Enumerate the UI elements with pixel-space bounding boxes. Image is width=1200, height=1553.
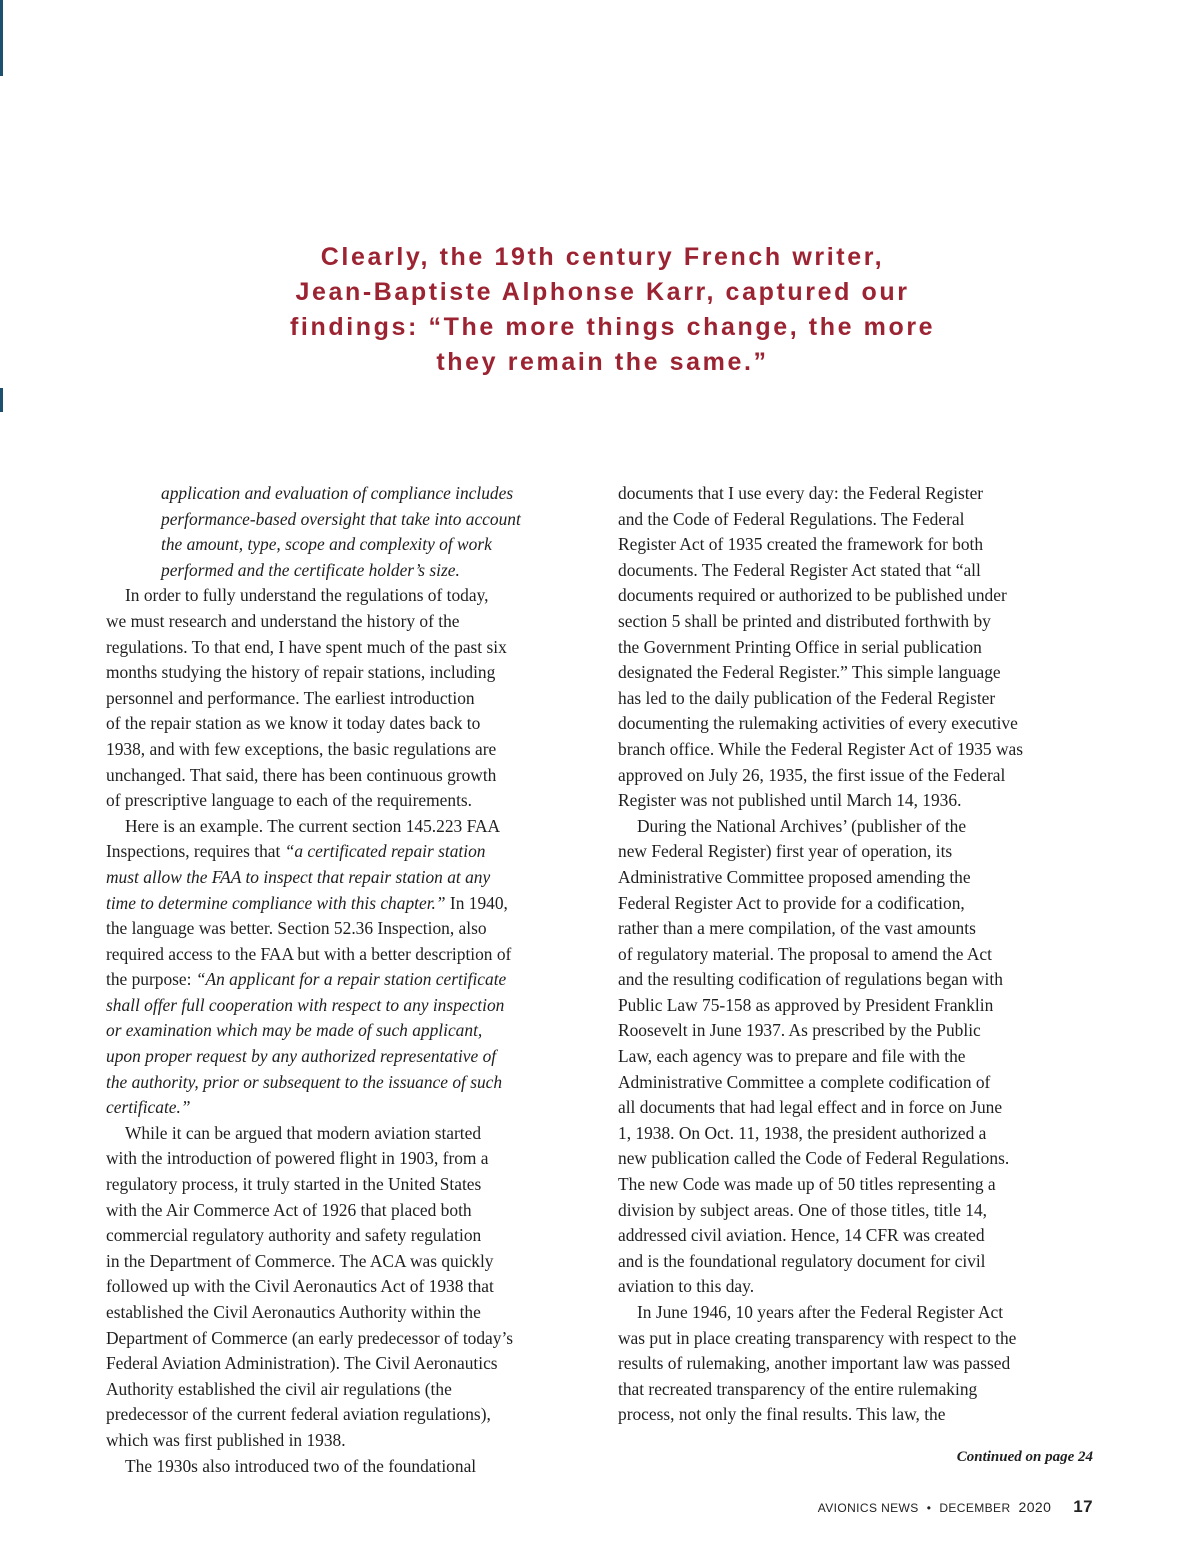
text-line: in the Department of Commerce. The ACA was quickly xyxy=(106,1250,494,1271)
left-column xyxy=(106,481,588,1479)
text-line: performed and the certificate holder’s size. xyxy=(161,559,460,580)
text-line: Inspections, requires that “a certificated repair station xyxy=(106,841,486,862)
text-line: which was first published in 1938. xyxy=(106,1429,346,1450)
text-line: addressed civil aviation. Hence, 14 CFR was created xyxy=(618,1225,985,1246)
paragraph xyxy=(106,1121,588,1454)
text-line: In June 1946, 10 years after the Federal Register Act xyxy=(637,1302,1004,1322)
text-line: In order to fully understand the regulations of today, xyxy=(125,585,489,606)
text-line: The new Code was made up of 50 titles representing a xyxy=(618,1174,996,1195)
text-line: Federal Aviation Administration). The Civil Aeronautics xyxy=(106,1353,498,1374)
paragraph xyxy=(618,1300,1096,1428)
text-line: followed up with the Civil Aeronautics Act of 1938 that xyxy=(106,1276,494,1297)
text-line: Public Law 75-158 as approved by President Franklin xyxy=(618,994,994,1015)
page-edge-mark-top xyxy=(0,0,3,76)
text-line: predecessor of the current federal aviation regulations), xyxy=(106,1404,491,1425)
text-line: months studying the history of repair stations, including xyxy=(106,662,496,683)
text-line: documenting the rulemaking activities of every executive xyxy=(618,713,1018,734)
text-line: application and evaluation of compliance includes xyxy=(161,483,514,503)
text-line: of the repair station as we know it today dates back to xyxy=(106,713,481,734)
text-line: and the Code of Federal Regulations. The Federal xyxy=(618,508,965,529)
text-line: of regulatory material. The proposal to amend the Act xyxy=(618,943,992,964)
pull-quote xyxy=(290,240,936,380)
text-line: Authority established the civil air regulations (the xyxy=(106,1378,452,1399)
publication-name: AVIONICS NEWS xyxy=(817,1501,919,1515)
pull-quote-line: Jean-Baptiste Alphonse Karr, captured our xyxy=(295,278,910,306)
text-line: aviation to this day. xyxy=(618,1276,755,1297)
text-line: the Government Printing Office in serial publication xyxy=(618,636,982,657)
text-line: Administrative Committee proposed amending the xyxy=(618,866,971,887)
paragraph xyxy=(618,814,1096,1300)
paragraph xyxy=(618,481,1096,814)
text-line: 1938, and with few exceptions, the basic regulations are xyxy=(106,738,497,759)
text-line: 1, 1938. On Oct. 11, 1938, the president authorized a xyxy=(618,1122,987,1143)
text-line: time to determine compliance with this chapter.” In 1940, xyxy=(106,892,508,913)
text-line: was put in place creating transparency with respect to the xyxy=(618,1327,1017,1348)
text-line: Administrative Committee a complete codification of xyxy=(618,1071,991,1092)
text-line: results of rulemaking, another important law was passed xyxy=(618,1353,1011,1374)
text-line: approved on July 26, 1935, the first issue of the Federal xyxy=(618,764,1006,785)
page-edge-mark-middle xyxy=(0,388,3,412)
issue-year: 2020 xyxy=(1018,1499,1052,1515)
text-line: the purpose: “An applicant for a repair station certificate xyxy=(106,969,507,990)
text-line: and is the foundational regulatory document for civil xyxy=(618,1250,986,1271)
pull-quote-line: they remain the same.” xyxy=(436,348,769,376)
pull-quote-line: Clearly, the 19th century French writer, xyxy=(320,243,885,271)
right-column xyxy=(618,481,1096,1428)
paragraph xyxy=(106,1454,588,1480)
issue-month: DECEMBER xyxy=(939,1501,1011,1515)
text-line: documents required or authorized to be published under xyxy=(618,585,1007,606)
text-line: established the Civil Aeronautics Authority within the xyxy=(106,1302,481,1322)
text-line: commercial regulatory authority and safety regulation xyxy=(106,1225,482,1246)
text-line: unchanged. That said, there has been continuous growth xyxy=(106,764,497,785)
text-line: of prescriptive language to each of the requirements. xyxy=(106,790,473,811)
text-line: rather than a mere compilation, of the vast amounts xyxy=(618,918,976,939)
text-line: certificate.” xyxy=(106,1097,191,1118)
text-line: or examination which may be made of such applicant, xyxy=(106,1020,483,1041)
text-line: must allow the FAA to inspect that repair station at any xyxy=(106,866,491,887)
text-line: Law, each agency was to prepare and file with the xyxy=(618,1046,966,1067)
text-line: documents. The Federal Register Act stated that “all xyxy=(618,559,981,580)
text-line: regulations. To that end, I have spent much of the past six xyxy=(106,636,507,657)
text-line: During the National Archives’ (publisher of the xyxy=(637,815,967,836)
text-line: we must research and understand the history of the xyxy=(106,610,460,631)
text-line: division by subject areas. One of those titles, title 14, xyxy=(618,1199,987,1220)
text-line: While it can be argued that modern aviation started xyxy=(125,1122,482,1143)
text-line: required access to the FAA but with a better description of xyxy=(106,943,512,964)
text-line: process, not only the final results. This law, the xyxy=(618,1404,946,1425)
text-line: the amount, type, scope and complexity of work xyxy=(161,534,492,555)
text-line: regulatory process, it truly started in the United States xyxy=(106,1174,482,1195)
text-line: that recreated transparency of the entire rulemaking xyxy=(618,1378,978,1399)
text-line: Register was not published until March 14, 1936. xyxy=(618,790,962,811)
text-line: Roosevelt in June 1937. As prescribed by the Public xyxy=(618,1020,981,1041)
text-line: upon proper request by any authorized representative of xyxy=(106,1046,497,1067)
pull-quote-line: findings: “The more things change, the more xyxy=(290,313,936,341)
paragraph xyxy=(106,814,588,1121)
text-line: new Federal Register) first year of operation, its xyxy=(618,841,953,862)
text-line: and the resulting codification of regulations began with xyxy=(618,969,1003,990)
text-line: Department of Commerce (an early predecessor of today’s xyxy=(106,1327,514,1348)
text-line: the authority, prior or subsequent to the issuance of such xyxy=(106,1071,503,1092)
text-line: Register Act of 1935 created the framework for both xyxy=(618,534,984,555)
text-line: The 1930s also introduced two of the foundational xyxy=(125,1455,477,1476)
text-line: with the Air Commerce Act of 1926 that placed both xyxy=(106,1199,472,1220)
text-line: Federal Register Act to provide for a codification, xyxy=(618,892,965,913)
page-footer xyxy=(818,1497,1093,1517)
text-line: branch office. While the Federal Register Act of 1935 was xyxy=(618,738,1024,759)
text-line: the language was better. Section 52.36 Inspection, also xyxy=(106,918,487,939)
block-quote xyxy=(106,481,588,583)
paragraph xyxy=(106,583,588,813)
footer-bullet: • xyxy=(926,1501,932,1515)
text-line: personnel and performance. The earliest introduction xyxy=(106,687,475,708)
text-line: section 5 shall be printed and distributed forthwith by xyxy=(618,610,991,631)
text-line: shall offer full cooperation with respect to any inspection xyxy=(106,994,505,1015)
continued-note: Continued on page 24 xyxy=(956,1449,1093,1465)
page-number: 17 xyxy=(1073,1497,1093,1516)
text-line: performance-based oversight that take into account xyxy=(161,508,521,529)
text-line: documents that I use every day: the Federal Register xyxy=(618,483,984,503)
text-line: new publication called the Code of Federal Regulations. xyxy=(618,1148,1010,1169)
text-line: Here is an example. The current section 145.223 FAA xyxy=(125,815,501,836)
text-line: has led to the daily publication of the Federal Register xyxy=(618,687,996,708)
text-line: all documents that had legal effect and in force on June xyxy=(618,1097,1003,1118)
text-line: with the introduction of powered flight in 1903, from a xyxy=(106,1148,489,1169)
text-line: designated the Federal Register.” This simple language xyxy=(618,662,1001,683)
